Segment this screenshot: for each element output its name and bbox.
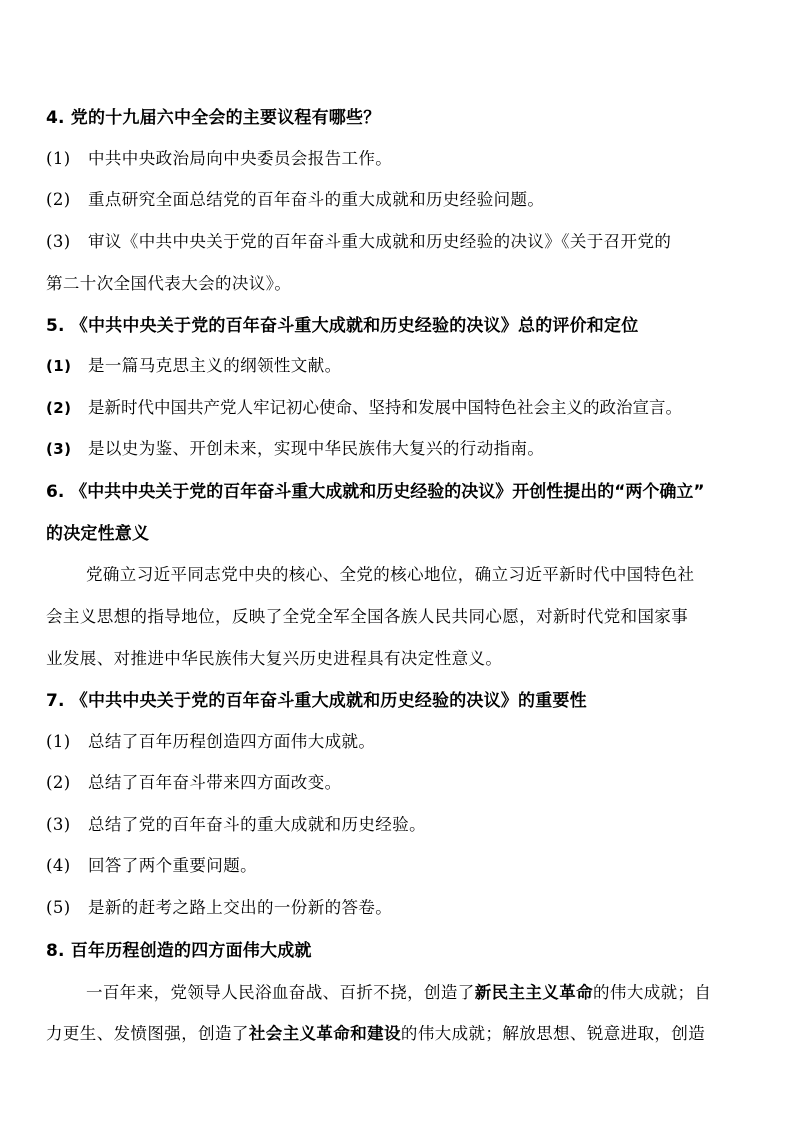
section-heading-8: 8. 百年历程创造的四方面伟大成就 xyxy=(46,941,312,961)
list-item xyxy=(46,897,392,919)
item-text: 重点研究全面总结党的百年奋斗的重大成就和历史经验问题。 xyxy=(88,190,545,209)
section-heading-5: 5. 《中共中央关于党的百年奋斗重大成就和历史经验的决议》总的评价和定位 xyxy=(46,316,639,336)
item-number: (1) xyxy=(46,357,72,375)
list-item xyxy=(46,148,392,170)
item-number: (2) xyxy=(46,773,71,792)
item-number: (2) xyxy=(46,190,71,209)
text-run: 的伟大成就；自 xyxy=(593,983,712,1002)
list-item xyxy=(46,189,544,211)
item-number: (5) xyxy=(46,898,71,917)
list-item xyxy=(46,438,544,460)
text-run: 一百年来，党领导人民浴血奋战、百折不挠，创造了 xyxy=(86,983,475,1002)
bold-term: 新民主主义革命 xyxy=(474,983,594,1002)
item-text: 总结了党的百年奋斗的重大成就和历史经验。 xyxy=(88,815,426,834)
item-text: 总结了百年历程创造四方面伟大成就。 xyxy=(88,732,376,751)
paragraph-line: 党确立习近平同志党中央的核心、全党的核心地位，确立习近平新时代中国特色社 xyxy=(86,565,695,584)
list-item xyxy=(46,355,342,377)
section-heading-7: 7. 《中共中央关于党的百年奋斗重大成就和历史经验的决议》的重要性 xyxy=(46,691,587,711)
item-text: 是新时代中国共产党人牢记初心使命、坚持和发展中国特色社会主义的政治宣言。 xyxy=(88,398,682,417)
list-item xyxy=(46,231,671,253)
list-item-continuation: 第二十次全国代表大会的决议》。 xyxy=(46,274,292,293)
item-number: (1) xyxy=(46,732,71,751)
item-text: 回答了两个重要问题。 xyxy=(88,856,257,875)
item-number: (1) xyxy=(46,149,71,168)
item-text: 是新的赶考之路上交出的一份新的答卷。 xyxy=(88,898,393,917)
item-text: 总结了百年奋斗带来四方面改变。 xyxy=(88,773,342,792)
item-text: 是一篇马克思主义的纲领性文献。 xyxy=(88,356,342,375)
text-run: 的伟大成就；解放思想、锐意进取，创造 xyxy=(400,1024,706,1043)
paragraph-line xyxy=(86,982,711,1004)
paragraph-line xyxy=(46,1023,705,1045)
item-text: 是以史为鉴、开创未来，实现中华民族伟大复兴的行动指南。 xyxy=(88,439,545,458)
item-number: (2) xyxy=(46,399,72,417)
section-heading-4: 4. 党的十九届六中全会的主要议程有哪些？ xyxy=(46,108,381,128)
item-number: (3) xyxy=(46,232,71,251)
section-heading-6-cont: 的决定性意义 xyxy=(46,524,150,544)
section-heading-6: 6. 《中共中央关于党的百年奋斗重大成就和历史经验的决议》开创性提出的“两个确立” xyxy=(46,482,705,502)
list-item xyxy=(46,855,257,877)
item-text: 审议《中共中央关于党的百年奋斗重大成就和历史经验的决议》《关于召开党的 xyxy=(88,232,672,251)
bold-term: 社会主义革命和建设 xyxy=(248,1024,401,1043)
item-text: 中共中央政治局向中央委员会报告工作。 xyxy=(88,149,393,168)
item-number: (3) xyxy=(46,440,72,458)
paragraph-line: 会主义思想的指导地位，反映了全党全军全国各族人民共同心愿，对新时代党和国家事 xyxy=(46,607,689,626)
list-item xyxy=(46,731,375,753)
text-run: 力更生、发愤图强，创造了 xyxy=(46,1024,249,1043)
item-number: (3) xyxy=(46,815,71,834)
paragraph-line: 业发展、对推进中华民族伟大复兴历史进程具有决定性意义。 xyxy=(46,649,503,668)
item-number: (4) xyxy=(46,856,71,875)
list-item xyxy=(46,397,682,419)
list-item xyxy=(46,814,426,836)
list-item xyxy=(46,772,342,794)
